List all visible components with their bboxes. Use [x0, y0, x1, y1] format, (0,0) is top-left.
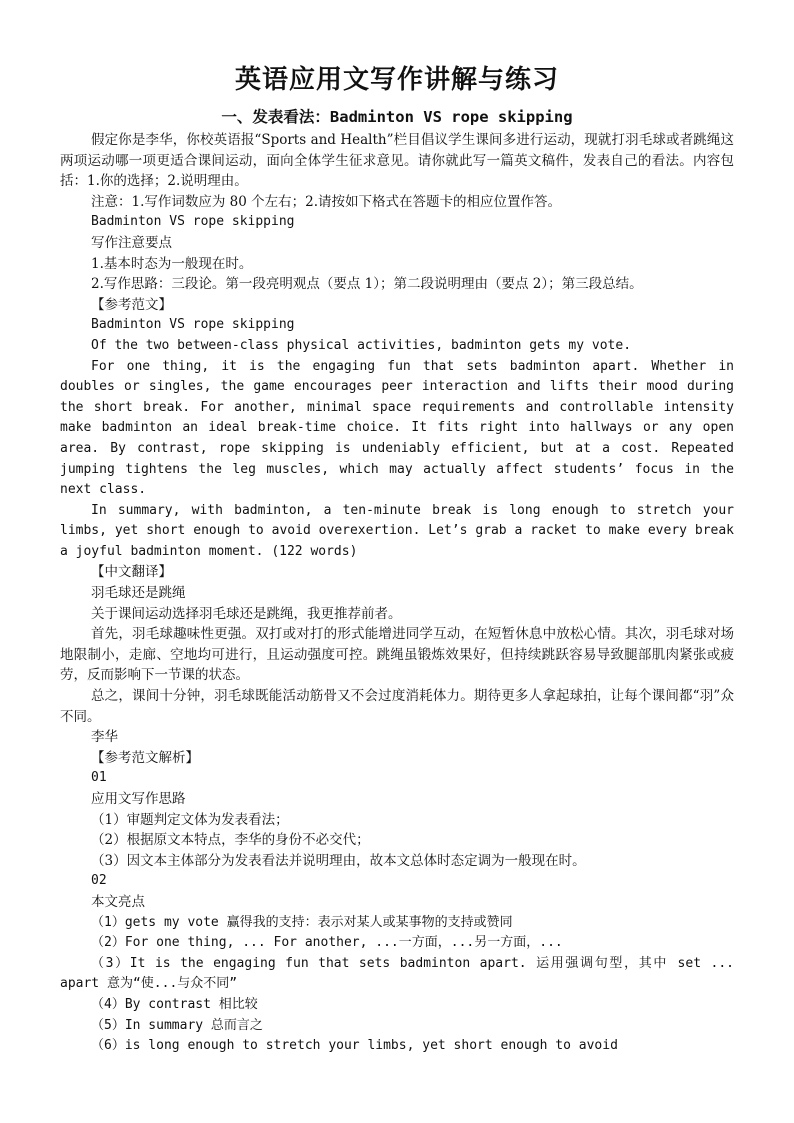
analysis-subheading: 本文亮点 [91, 893, 145, 910]
translation-heading: 【中文翻译】 [91, 564, 172, 581]
analysis-item: （1）审题判定文体为发表看法； [91, 811, 289, 828]
sample-title: Badminton VS rope skipping [91, 317, 295, 333]
tip-item: 2.写作思路：三段论。第一段亮明观点（要点 1）；第二段说明理由（要点 2）；第三段总结。 [91, 276, 643, 293]
highlight-item: （4）By contrast 相比较 [91, 996, 258, 1012]
analysis-item: （2）根据原文本特点，李华的身份不必交代； [91, 832, 370, 849]
translation-signature: 李华 [91, 729, 118, 746]
sample-paragraph: In summary, with badminton, a ten-minute break is long enough to stretch your limbs, yet short enough to avoid overexertion. Let’s grab a racket to make every break a joyful badminton moment. (122 words) [60, 502, 734, 559]
translation-paragraph: 关于课间运动选择羽毛球还是跳绳，我更推荐前者。 [91, 605, 402, 622]
analysis-heading: 【参考范文解析】 [91, 749, 199, 766]
analysis-item: （3）因文本主体部分为发表看法并说明理由，故本文总体时态定调为一般现在时。 [91, 852, 586, 869]
highlight-item: （3）It is the engaging fun that sets badminton apart. 运用强调句型，其中 set ... apart 意为“使...与众不同” [60, 955, 734, 992]
highlight-item: （2）For one thing, ... For another, ...一方面，...另一方面，... [91, 935, 563, 951]
analysis-subheading: 应用文写作思路 [91, 791, 186, 807]
format-title: Badminton VS rope skipping [91, 214, 295, 230]
sample-essay [60, 315, 734, 562]
writing-note: 注意：1.写作词数应为 80 个左右；2.请按如下格式在答题卡的相应位置作答。 [91, 193, 562, 210]
tip-item: 1.基本时态为一般现在时。 [91, 255, 253, 272]
tips-heading: 写作注意要点 [91, 234, 172, 251]
writing-prompt: 假定你是李华，你校英语报“Sports and Health”栏目倡议学生课间多进行运动，现就打羽毛球或者跳绳这两项运动哪一项更适合课间运动，面向全体学生征求意见。请你就此写一篇英文稿件，发表自己的看法。内容包括：1.你的选择；2.说明理由。 [60, 132, 734, 190]
translation-paragraph: 首先，羽毛球趣味性更强。双打或对打的形式能增进同学互动，在短暂休息中放松心情。其次，羽毛球对场地限制小，走廊、空地均可进行，且运动强度可控。跳绳虽锻炼效果好，但持续跳跃容易导致腿部肌肉紧张或疲劳，反而影响下一节课的状态。 [60, 626, 734, 684]
highlight-item: （1）gets my vote 赢得我的支持：表示对某人或某事物的支持或赞同 [91, 914, 513, 930]
translation-title: 羽毛球还是跳绳 [91, 585, 186, 602]
document-page [60, 62, 734, 1057]
sample-paragraph: Of the two between-class physical activities, badminton gets my vote. [91, 337, 632, 353]
page-title: 英语应用文写作讲解与练习 [234, 65, 559, 95]
sample-paragraph: For one thing, it is the engaging fun that sets badminton apart. Whether in doubles or singles, the game encourages peer interaction and lifts their mood during the short break. For another, minimal space requirements and controllable intensity make badminton an ideal break-time choice. It fits right into hallways or any open area. By contrast, rope skipping is undeniably efficient, but at a cost. Repeated jumping tightens the leg muscles, which may actually affect students’ focus in the next class. [60, 358, 734, 498]
section-heading: 一、发表看法：Badminton VS rope skipping [221, 108, 573, 126]
highlight-item: （5）In summary 总而言之 [91, 1017, 263, 1033]
analysis-number: 02 [91, 873, 107, 889]
translation-paragraph: 总之，课间十分钟，羽毛球既能活动筋骨又不会过度消耗体力。期待更多人拿起球拍，让每个课间都“羽”众不同。 [60, 688, 734, 725]
analysis-number: 01 [91, 770, 107, 786]
sample-heading: 【参考范文】 [91, 296, 172, 313]
highlight-item: （6）is long enough to stretch your limbs, yet short enough to avoid [91, 1038, 618, 1054]
